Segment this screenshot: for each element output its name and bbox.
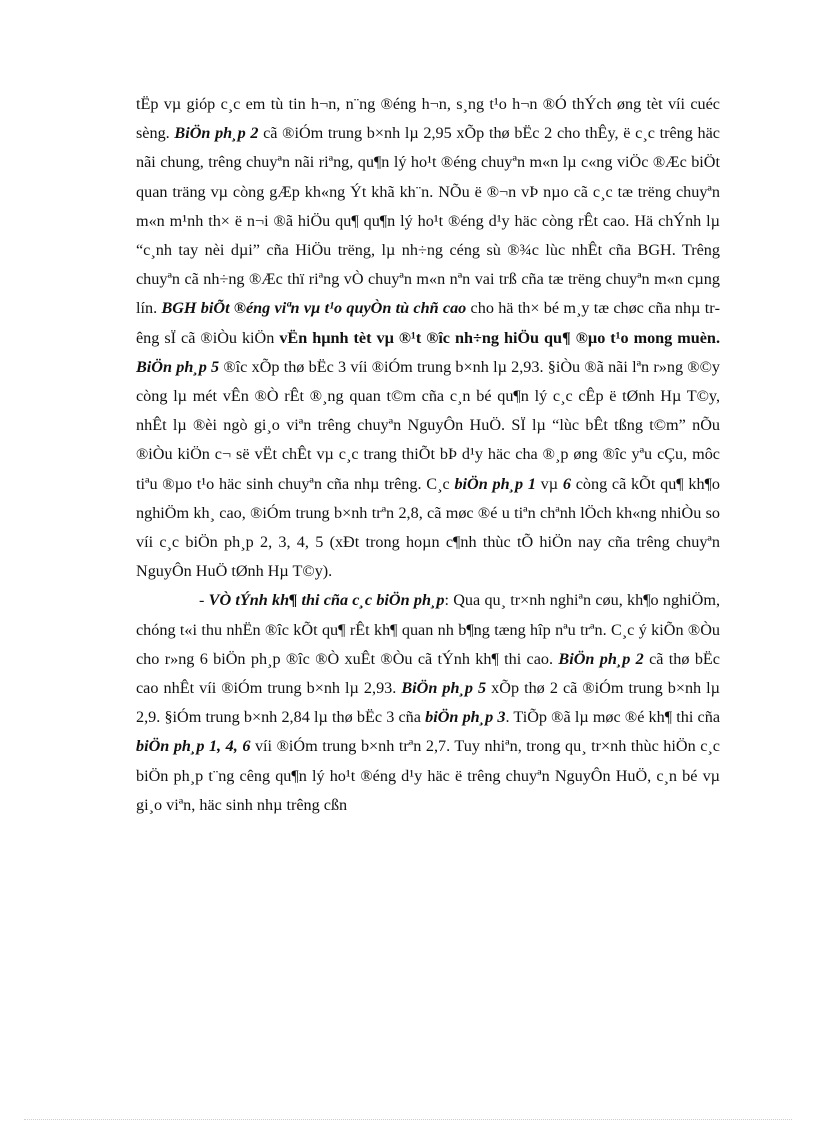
emphasis-text: BiÖn ph¸p 2 <box>174 124 259 143</box>
text-run: . TiÕp ®ã lµ møc ®é kh¶ thi cña <box>505 708 720 727</box>
emphasis-text: BGH biÕt ®éng viªn vµ t¹o quyÒn tù chñ cao <box>161 299 467 318</box>
text-run: víi ®iÓm trung b×nh trªn 2,7. Tuy nhiªn, trong qu¸ tr×nh thùc hiÖn c¸c biÖn ph¸p t¨ng cêng qu¶n lý ho¹t ®éng d¹y häc ë trêng chuyªn NguyÔn HuÖ, c¸n bé vµ gi¸o viªn, häc sinh nhµ trêng cßn <box>136 737 720 814</box>
emphasis-text: BiÖn ph¸p 5 <box>401 679 487 698</box>
paragraph-p2 <box>136 586 720 820</box>
text-run: cã ®iÓm trung b×nh lµ 2,95 xÕp thø bËc 2 cho thÊy, ë c¸c trêng häc nãi chung, trêng chuyªn nãi riªng, qu¶n lý ho¹t ®éng chuyªn m«n lµ c«ng viÖc ®Æc biÖt quan träng vµ còng gÆp kh«ng Ýt khã kh¨n. NÕu ë ®¬n vÞ nµo cã c¸c tæ trëng chuyªn m«n m¹nh th× ë n¬i ®ã hiÖu qu¶ qu¶n lý ho¹t ®éng d¹y häc còng rÊt cao. Hä chÝnh lµ “c¸nh tay nèi dµi” cña HiÖu trëng, lµ nh÷ng céng sù ®¾c lùc nhÊt cña BGH. Trêng chuyªn cã nh÷ng ®Æc thï riªng vÒ chuyªn m«n nªn vai trß cña tæ trëng chuyªn m«n cµng lín. <box>136 124 720 318</box>
text-run: còng cã kÕt qu¶ kh¶o nghiÖm kh¸ cao, ®iÓm trung b×nh trªn 2,8, cã møc ®é u tiªn chªnh lÖch kh«ng nhiÒu so víi c¸c biÖn ph¸p 2, 3, 4, 5 (xÐt trong hoµn c¶nh thùc tÕ hiÖn nay cña trêng chuyªn NguyÔn HuÖ tØnh Hµ T©y). <box>136 474 720 581</box>
text-run: xÕp thø 2 cã ®iÓm trung b×nh lµ 2,9. §iÓm trung b×nh 2,84 lµ thø bËc 3 cña <box>136 679 721 727</box>
text-run: tËp vµ gióp c¸c em tù tin h¬n, n¨ng ®éng h¬n, s¸ng t¹o h¬n ®Ó thÝch øng tèt víi cuéc sèng. <box>136 95 720 143</box>
emphasis-text: BiÖn ph¸p 2 <box>558 649 644 668</box>
document-body <box>136 90 720 820</box>
emphasis-text: vËn hµnh tèt vµ ®¹t ®îc nh÷ng hiÖu qu¶ ®µo t¹o mong muèn. <box>279 328 720 347</box>
emphasis-text: VÒ tÝnh kh¶ thi cña c¸c biÖn ph¸p <box>208 591 445 610</box>
text-run: cã thø bËc cao nhÊt víi ®iÓm trung b×nh lµ 2,93. <box>136 649 720 698</box>
text-run: cho hä th× bé m¸y tæ chøc cña nhµ trêng sÏ cã ®iÒu kiÖn <box>136 299 720 347</box>
emphasis-text: biÖn ph¸p 3 <box>425 708 506 727</box>
text-run: ®îc xÕp thø bËc 3 víi ®iÓm trung b×nh lµ 2,93. §iÒu ®ã nãi lªn r»ng ®©y còng lµ mét vÊn ®Ò rÊt ®¸ng quan t©m cña c¸n bé qu¶n lý c¸c cÊp ë tØnh Hµ T©y, nhÊt lµ ®èi ngò gi¸o viªn trêng chuyªn NguyÔn HuÖ. SÏ lµ “lùc bÊt tßng t©m” nÕu ®iÒu kiÖn c¬ së vËt chÊt vµ c¸c trang thiÕt bÞ d¹y häc cha ®¸p øng ®îc yªu cÇu, môc tiªu ®µo t¹o häc sinh chuyªn cña nhµ trêng. C¸c <box>136 357 720 493</box>
page-bottom-divider <box>24 1119 792 1120</box>
emphasis-text: biÖn ph¸p 1 <box>454 474 536 493</box>
text-run: - <box>199 591 209 610</box>
text-run: vµ <box>535 474 563 493</box>
emphasis-text: biÖn ph¸p 1, 4, 6 <box>136 737 251 756</box>
paragraph-p1 <box>136 90 720 586</box>
emphasis-text: BiÖn ph¸p 5 <box>136 357 220 376</box>
text-run: : Qua qu¸ tr×nh nghiªn cøu, kh¶o nghiÖm, chóng t«i thu nhËn ®îc kÕt qu¶ rÊt kh¶ quan nh b¶ng tæng hîp nªu trªn. C¸c ý kiÕn ®Òu cho r»ng 6 biÖn ph¸p ®îc ®Ò xuÊt ®Òu cã tÝnh kh¶ thi cao. <box>136 591 720 668</box>
emphasis-text: 6 <box>562 474 571 493</box>
